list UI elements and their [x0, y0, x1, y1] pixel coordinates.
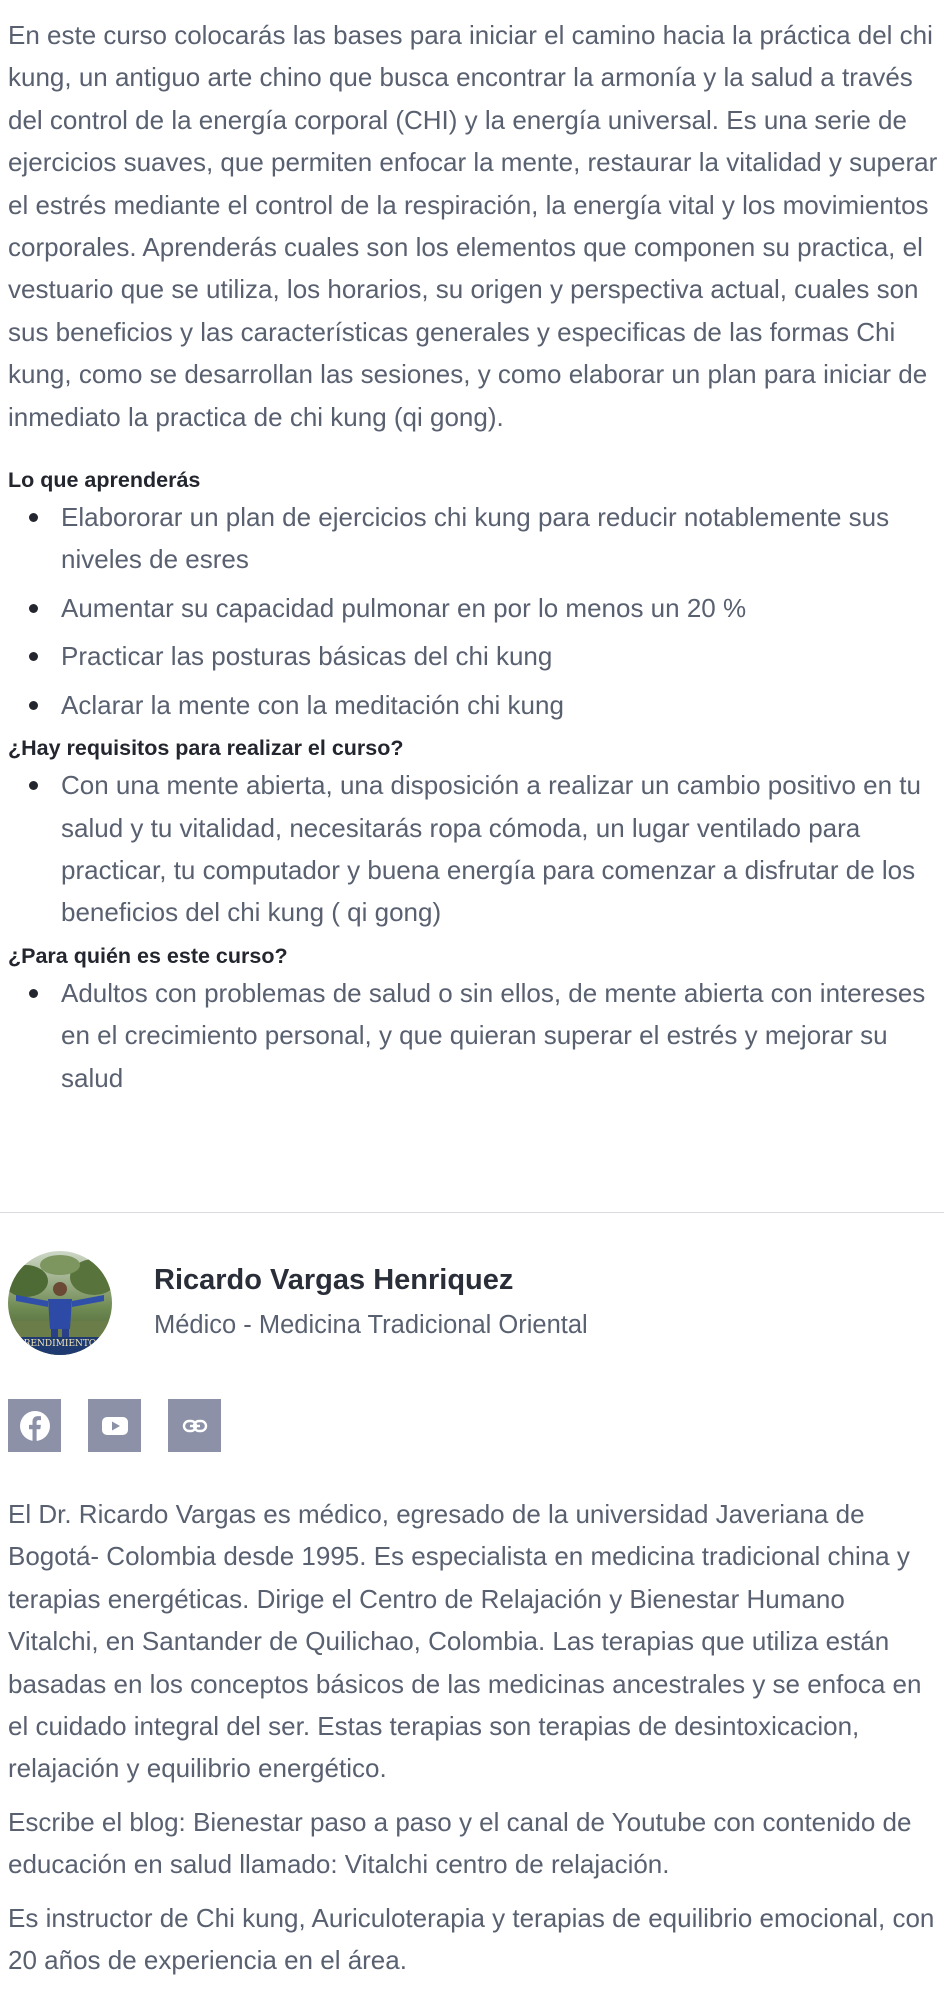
instructor-title: Médico - Medicina Tradicional Oriental — [154, 1311, 588, 1339]
course-content — [8, 14, 938, 1105]
list-item: Aclarar la mente con la meditación chi kung — [61, 684, 938, 726]
facebook-button[interactable] — [8, 1399, 61, 1452]
instructor-bio — [8, 1493, 938, 1992]
bio-paragraph: Escribe el blog: Bienestar paso a paso y el canal de Youtube con contenido de educación en salud llamado: Vitalchi centro de relajación. — [8, 1806, 912, 1880]
list-item: Con una mente abierta, una disposición a realizar un cambio positivo en tu salud y tu vitalidad, necesitarás ropa cómoda, un lugar ventilado para practicar, tu computador y buena energía para comenzar a disfrutar de los beneficios del chi kung ( qi gong) — [61, 764, 938, 934]
audience-section-title: ¿Para quién es este curso? — [8, 943, 288, 968]
youtube-icon — [99, 1410, 131, 1442]
bio-paragraph: Es instructor de Chi kung, Auriculoterapia y terapias de equilibrio emocional, con 20 años de experiencia en el área. — [8, 1902, 935, 1976]
facebook-icon — [19, 1410, 51, 1442]
instructor-name[interactable]: Ricardo Vargas Henriquez — [154, 1264, 514, 1296]
bio-paragraph: El Dr. Ricardo Vargas es médico, egresado de la universidad Javeriana de Bogotá- Colombia desde 1995. Es especialista en medicina tradicional china y terapias energéticas. Dirige el Centro de Relajación y Bienestar Humano Vitalchi, en Santander de Quilichao, Colombia. Las terapias que utiliza están basadas en los conceptos básicos de las medicinas ancestrales y se enfoca en el cuidado integral del ser. Estas terapias son terapias de desintoxicacion, relajación y equilibrio energético. — [8, 1499, 922, 1784]
learn-section-title: Lo que aprenderás — [8, 468, 201, 493]
course-description: En este curso colocarás las bases para iniciar el camino hacia la práctica del chi kung, un antiguo arte chino que busca encontrar la armonía y la salud a través del control de la energía corporal (CHI) y la energía universal. Es una serie de ejercicios suaves, que permiten enfocar la mente, restaurar la vitalidad y superar el estrés mediante el control de la respiración, la energía vital y los movimientos corporales. Aprenderás cuales son los elementos que componen su practica, el vestuario que se utiliza, los horarios, su origen y perspectiva actual, cuales son sus beneficios y las características generales y especificas de las formas Chi kung, como se desarrollan las sesiones, y como elaborar un plan para iniciar de inmediato la practica de chi kung (qi gong). — [8, 20, 938, 432]
section-divider — [0, 1212, 944, 1213]
youtube-button[interactable] — [88, 1399, 141, 1452]
link-icon — [179, 1410, 211, 1442]
social-links — [8, 1399, 221, 1452]
list-item: Adultos con problemas de salud o sin ellos, de mente abierta con intereses en el crecimiento personal, y que quieran superar el estrés y mejorar su salud — [61, 972, 938, 1099]
instructor-avatar — [8, 1251, 112, 1355]
avatar-caption: RENDIMIENTO — [23, 1339, 97, 1349]
requirements-list — [8, 764, 938, 934]
audience-list — [8, 972, 938, 1099]
list-item: Elabororar un plan de ejercicios chi kung para reducir notablemente sus niveles de esres — [61, 496, 938, 581]
learn-list — [8, 496, 938, 726]
avatar-photo — [8, 1251, 112, 1355]
requirements-section-title: ¿Hay requisitos para realizar el curso? — [8, 736, 404, 761]
list-item: Practicar las posturas básicas del chi kung — [61, 635, 938, 677]
list-item: Aumentar su capacidad pulmonar en por lo menos un 20 % — [61, 587, 938, 629]
website-button[interactable] — [168, 1399, 221, 1452]
